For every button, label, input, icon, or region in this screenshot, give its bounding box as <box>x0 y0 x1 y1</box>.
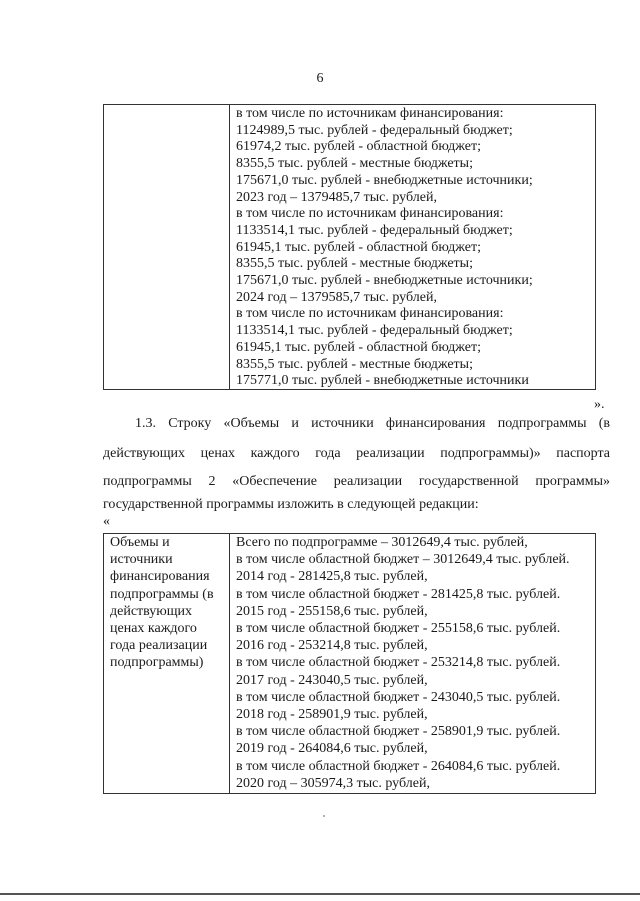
row-header-line: источники <box>110 552 173 568</box>
funding-line: в том числе областной бюджет - 281425,8 тыс. рублей. <box>236 586 561 602</box>
funding-line: 2014 год - 281425,8 тыс. рублей, <box>236 569 428 585</box>
funding-line: 2018 год - 258901,9 тыс. рублей, <box>236 707 428 722</box>
funding-line: 1133514,1 тыс. рублей - федеральный бюджет; <box>236 323 513 339</box>
funding-line: 175671,0 тыс. рублей - внебюджетные источники; <box>236 273 533 288</box>
row-header-line: года реализации <box>110 638 208 654</box>
funding-line: 2023 год – 1379485,7 тыс. рублей, <box>236 189 437 205</box>
funding-line: в том числе областной бюджет - 243040,5 тыс. рублей. <box>236 689 561 705</box>
subprogram-funding-table <box>103 533 596 794</box>
funding-line: 2024 год – 1379585,7 тыс. рублей, <box>236 289 437 305</box>
funding-line: 175771,0 тыс. рублей - внебюджетные источники <box>236 373 529 389</box>
row-header-line: подпрограммы (в <box>110 586 214 602</box>
row-header-line: подпрограммы) <box>110 655 204 671</box>
funding-line: 2019 год - 264084,6 тыс. рублей, <box>236 741 428 757</box>
paragraph-line: 1.3. Строку «Объемы и источники финансирования подпрограммы (в <box>135 416 610 431</box>
funding-line: 175671,0 тыс. рублей - внебюджетные источники; <box>236 172 533 188</box>
row-header-line: действующих <box>110 603 193 619</box>
funding-line: в том числе по источникам финансирования: <box>236 206 504 222</box>
table1-left-cell <box>104 105 230 389</box>
page-mark <box>323 815 325 817</box>
funding-line: 61974,2 тыс. рублей - областной бюджет; <box>236 139 481 155</box>
funding-line: в том числе по источникам финансирования: <box>236 306 504 322</box>
funding-line: 2017 год - 243040,5 тыс. рублей, <box>236 672 428 688</box>
page-number: 6 <box>316 71 324 86</box>
funding-line: 1124989,5 тыс. рублей - федеральный бюджет; <box>236 122 513 138</box>
funding-line: Всего по подпрограмме – 3012649,4 тыс. рублей, <box>236 535 528 550</box>
funding-line: 2020 год – 305974,3 тыс. рублей, <box>236 775 430 791</box>
row-header-line: Объемы и <box>110 535 170 550</box>
paragraph-line: государственной программы изложить в следующей редакции: <box>103 497 479 512</box>
table2-right-cell <box>230 534 595 793</box>
paragraph-line: действующих ценах каждого года реализации подпрограммы)» паспорта <box>103 446 610 461</box>
row-header-line: ценах каждого <box>110 621 197 636</box>
funding-line: в том числе областной бюджет – 3012649,4 тыс. рублей. <box>236 552 570 568</box>
opening-quote: « <box>103 514 110 529</box>
funding-line: 61945,1 тыс. рублей - областной бюджет; <box>236 339 481 355</box>
funding-line: 8355,5 тыс. рублей - местные бюджеты; <box>236 256 473 272</box>
funding-line: в том числе по источникам финансирования: <box>236 106 504 121</box>
funding-line: 2015 год - 255158,6 тыс. рублей, <box>236 603 428 619</box>
table2-left-cell <box>104 534 230 793</box>
funding-line: в том числе областной бюджет - 253214,8 тыс. рублей. <box>236 655 561 671</box>
table1-right-cell <box>230 105 595 389</box>
paragraph-line: подпрограммы 2 «Обеспечение реализации государственной программы» <box>103 474 610 489</box>
funding-line: 1133514,1 тыс. рублей - федеральный бюджет; <box>236 222 513 238</box>
funding-line: 8355,5 тыс. рублей - местные бюджеты; <box>236 156 473 172</box>
closing-quote: ». <box>594 397 605 412</box>
funding-line: 8355,5 тыс. рублей - местные бюджеты; <box>236 356 473 372</box>
footer-rule <box>0 893 640 895</box>
funding-table-continued <box>103 104 596 390</box>
funding-line: 2016 год - 253214,8 тыс. рублей, <box>236 638 428 654</box>
funding-line: 61945,1 тыс. рублей - областной бюджет; <box>236 239 481 255</box>
funding-line: в том числе областной бюджет - 264084,6 тыс. рублей. <box>236 758 561 774</box>
funding-line: в том числе областной бюджет - 255158,6 тыс. рублей. <box>236 621 561 636</box>
funding-line: в том числе областной бюджет - 258901,9 тыс. рублей. <box>236 724 561 740</box>
row-header-line: финансирования <box>110 569 210 585</box>
